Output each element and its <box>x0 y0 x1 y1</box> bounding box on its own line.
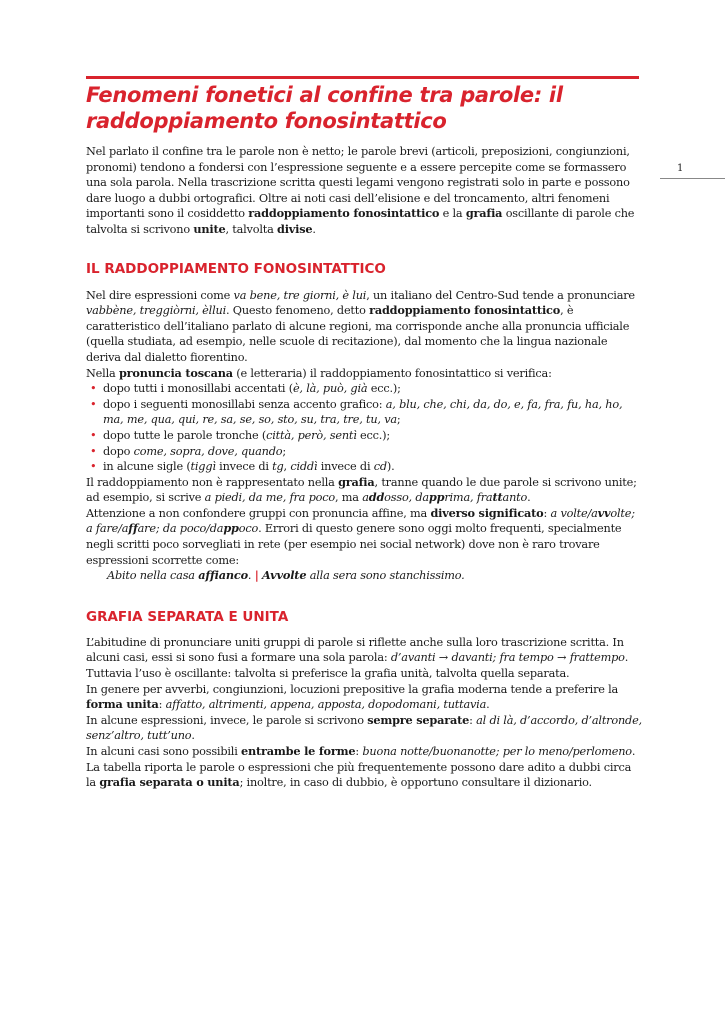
intro-paragraph: Nel parlato il confine tra le parole non è netto; le parole brevi (articoli, preposizioni, congiunzioni, pronomi) tendono a fondersi con l’espressione seguente e a essere percepite come se formassero una sola parola. Nella trascrizione scritta questi legami vengono registrati solo in parte e possono dare luogo a dubbi ortografici. Oltre ai noti casi dell’elisione e del troncamento, altri fenomeni importanti sono il cosiddetto raddoppiamento fonosintattico e la grafia oscillante di parole che talvolta si scrivono unite, talvolta divise. <box>86 145 635 236</box>
raddoppiamento-paragraph-4: Attenzione a non confondere gruppi con pronuncia affine, ma diverso significato: a volte/avvolte; a fare/affare; da poco/dappoco. Errori di questo genere sono oggi molto frequenti, specialmente negli scritti poco sorvegliati in rete (per esempio nei social network) dove non è raro trovare espressioni scorrette come: <box>86 505 635 567</box>
section-heading-grafia: GRAFIA SEPARATA E UNITA <box>86 608 289 625</box>
list-item: • dopo tutte le parole tronche (città, però, sentì ecc.); <box>86 428 642 444</box>
main-content <box>86 144 642 791</box>
grafia-paragraph-4: In alcuni casi sono possibili entrambe le forme: buona notte/buonanotte; per lo meno/perlomeno. <box>86 744 636 758</box>
grafia-paragraph-5: La tabella riporta le parole o espressioni che più frequentemente possono dare adito a dubbi circa la grafia separata o unita; inoltre, in caso di dubbio, è opportuno consultare il dizionario. <box>86 760 632 790</box>
page-title: Fenomeni fonetici al confine tra parole: il raddoppiamento fonosintattico <box>86 83 563 133</box>
page-number: 1 <box>677 163 684 174</box>
grafia-paragraph-1: L’abitudine di pronunciare uniti gruppi di parole si riflette anche sulla loro trascrizione scritta. In alcuni casi, essi si sono fusi a formare una sola parola: d’avanti → davanti; fra tempo → frattempo. Tuttavia l’uso è oscillante: talvolta si preferisce la grafia unità, talvolta quella separata. <box>86 635 629 681</box>
raddoppiamento-paragraph-3: Il raddoppiamento non è rappresentato nella grafia, tranne quando le due parole si scrivono unite; ad esempio, si scrive a piedi, da me, fra poco, ma addosso, dapprima, frattanto. <box>86 474 637 505</box>
section-heading-raddoppiamento: IL RADDOPPIAMENTO FONOSINTATTICO <box>86 260 386 277</box>
grafia-paragraph-3: In alcune espressioni, invece, le parole si scrivono sempre separate: al di là, d’accordo, d’altronde, senz’altro, tutt’uno. <box>86 712 642 743</box>
arrow-icon: → <box>435 651 452 665</box>
raddoppiamento-paragraph-2: Nella pronuncia toscana (e letteraria) il raddoppiamento fonosintattico si verifica: <box>86 365 552 380</box>
example-sentence: Abito nella casa affianco. | Avvolte alla sera sono stanchissimo. <box>107 568 465 583</box>
list-item: • dopo tutti i monosillabi accentati (è, là, può, già ecc.); <box>86 381 642 397</box>
title-rule <box>86 76 639 79</box>
raddoppiamento-paragraph-1: Nel dire espressioni come va bene, tre giorni, è lui, un italiano del Centro-Sud tende a pronunciare vabbène, treggiòrni, èllui. Questo fenomeno, detto raddoppiamento fonosintattico, è caratteristico dell’italiano parlato di alcune regioni, ma corrisponde anche alla pronuncia ufficiale (quella studiata, ad esempio, nelle scuole di recitazione), dal momento che la lingua nazionale deriva dal dialetto fiorentino. <box>86 288 635 364</box>
raddoppiamento-cases-list <box>86 381 642 475</box>
grafia-paragraph-2: In genere per avverbi, congiunzioni, locuzioni prepositive la grafia moderna tende a preferire la forma unita: affatto, altrimenti, appena, apposta, dopodomani, tuttavia. <box>86 682 619 712</box>
list-item: • dopo come, sopra, dove, quando; <box>86 444 642 460</box>
list-item: • in alcune sigle (tiggì invece di tg, ciddì invece di cd). <box>86 459 642 475</box>
page-number-rule <box>660 178 725 179</box>
separator-bar: | <box>254 568 259 583</box>
list-item: • dopo i seguenti monosillabi senza accento grafico: a, blu, che, chi, da, do, e, fa, fra, fu, ha, ho, ma, me, qua, qui, re, sa, se, so, sto, su, tra, tre, tu, va; <box>86 397 642 428</box>
arrow-icon: → <box>553 651 570 665</box>
